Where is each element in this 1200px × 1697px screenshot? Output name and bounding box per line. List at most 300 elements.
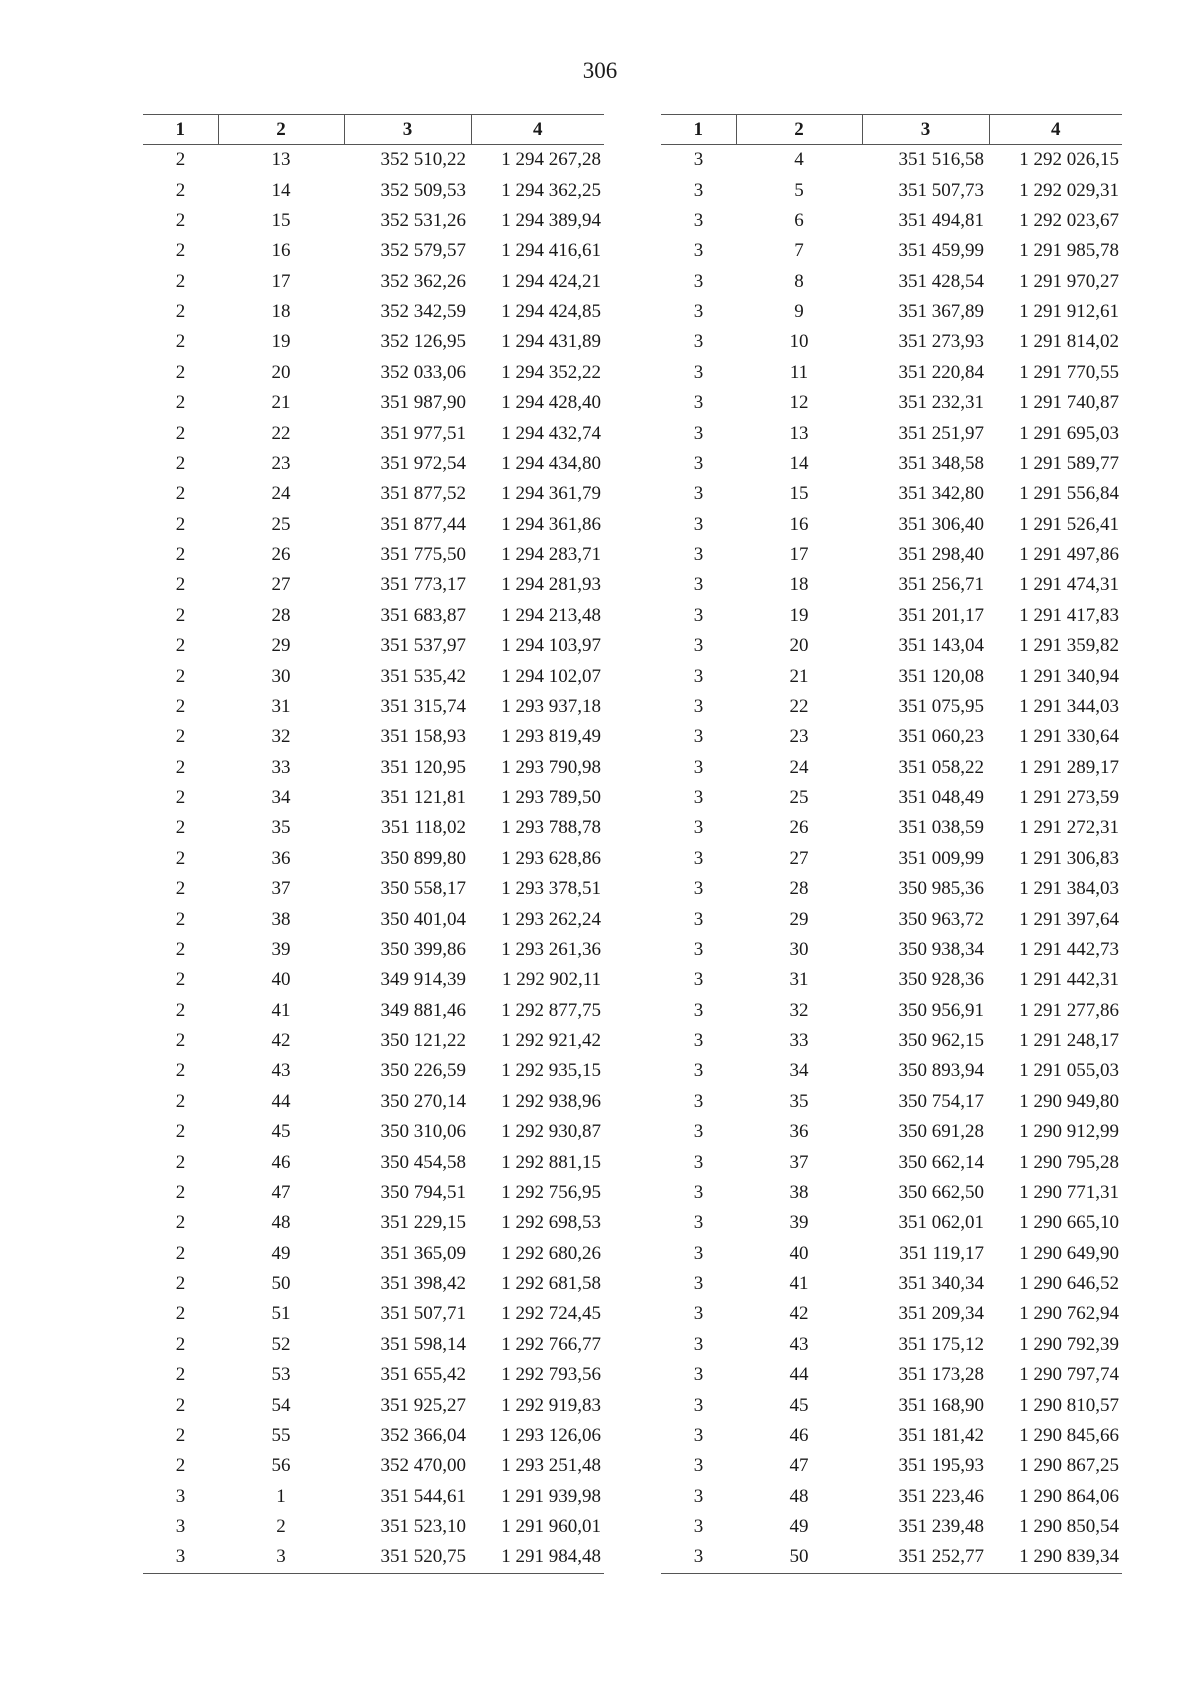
contour-number-cell: 2 [175, 1273, 186, 1295]
y-coordinate-cell: 1 290 912,99 [1019, 1121, 1119, 1143]
table-row [143, 418, 604, 448]
y-coordinate-cell: 1 291 442,31 [1019, 969, 1119, 991]
contour-number-cell: 3 [693, 787, 704, 809]
contour-number-cell: 2 [175, 483, 186, 505]
table-row [661, 1330, 1122, 1360]
table-row [143, 692, 604, 722]
y-coordinate-cell: 1 290 949,80 [1019, 1090, 1119, 1112]
x-coordinate-cell: 350 956,91 [898, 999, 984, 1021]
column-header: 4 [471, 115, 604, 145]
table-row [661, 1178, 1122, 1208]
x-coordinate-cell: 351 252,77 [862, 1542, 989, 1573]
contour-number-cell: 2 [175, 331, 186, 353]
column-header: 1 [143, 115, 218, 145]
point-number-cell: 16 [789, 513, 809, 535]
x-coordinate-cell: 351 048,49 [898, 787, 984, 809]
contour-number-cell: 3 [693, 604, 704, 626]
point-number-cell: 27 [789, 847, 809, 869]
contour-number-cell: 2 [175, 999, 186, 1021]
point-number-cell: 24 [271, 483, 291, 505]
point-number-cell: 25 [789, 787, 809, 809]
contour-number-cell: 3 [693, 574, 704, 596]
x-coordinate-cell: 350 399,86 [380, 938, 466, 960]
table-row [143, 813, 604, 843]
table-row [661, 1421, 1122, 1451]
x-coordinate-cell: 351 398,42 [380, 1273, 466, 1295]
y-coordinate-cell: 1 292 930,87 [501, 1121, 601, 1143]
table-row [143, 1360, 604, 1390]
table-row [143, 904, 604, 934]
point-number-cell: 55 [271, 1424, 291, 1446]
y-coordinate-cell: 1 294 281,93 [501, 574, 601, 596]
table-row [661, 175, 1122, 205]
x-coordinate-cell: 351 507,73 [898, 179, 984, 201]
point-number-cell: 1 [276, 1485, 286, 1507]
x-coordinate-cell: 352 342,59 [380, 301, 466, 323]
y-coordinate-cell: 1 290 810,57 [1019, 1394, 1119, 1416]
table-body-right [661, 145, 1122, 1574]
x-coordinate-cell: 351 195,93 [898, 1455, 984, 1477]
y-coordinate-cell: 1 294 434,80 [501, 452, 601, 474]
x-coordinate-cell: 351 251,97 [898, 422, 984, 444]
y-coordinate-cell: 1 293 788,78 [501, 817, 601, 839]
contour-number-cell: 2 [175, 726, 186, 748]
point-number-cell: 46 [271, 1151, 291, 1173]
x-coordinate-cell: 351 925,27 [380, 1394, 466, 1416]
table-row [661, 267, 1122, 297]
x-coordinate-cell: 351 143,04 [898, 635, 984, 657]
table-row [143, 1208, 604, 1238]
table-row [661, 935, 1122, 965]
point-number-cell: 33 [271, 756, 291, 778]
table-row [143, 297, 604, 327]
table-body-left [143, 145, 604, 1574]
x-coordinate-cell: 351 306,40 [898, 513, 984, 535]
x-coordinate-cell: 351 181,42 [898, 1424, 984, 1446]
y-coordinate-cell: 1 290 762,94 [1019, 1303, 1119, 1325]
point-number-cell: 12 [789, 392, 809, 414]
y-coordinate-cell: 1 294 361,79 [501, 483, 601, 505]
x-coordinate-cell: 351 775,50 [380, 544, 466, 566]
table-row [661, 1056, 1122, 1086]
y-coordinate-cell: 1 290 771,31 [1019, 1181, 1119, 1203]
x-coordinate-cell: 351 232,31 [898, 392, 984, 414]
y-coordinate-cell: 1 293 378,51 [501, 878, 601, 900]
x-coordinate-cell: 351 494,81 [898, 209, 984, 231]
x-coordinate-cell: 351 058,22 [898, 756, 984, 778]
table-row [661, 1512, 1122, 1542]
contour-number-cell: 2 [175, 969, 186, 991]
point-number-cell: 23 [271, 452, 291, 474]
point-number-cell: 42 [789, 1303, 809, 1325]
table-row [143, 358, 604, 388]
point-number-cell: 34 [789, 1060, 809, 1082]
point-number-cell: 39 [789, 1212, 809, 1234]
table-row [143, 965, 604, 995]
contour-number-cell: 3 [693, 1485, 704, 1507]
table-row [143, 1390, 604, 1420]
y-coordinate-cell: 1 290 792,39 [1019, 1333, 1119, 1355]
x-coordinate-cell: 351 507,71 [380, 1303, 466, 1325]
table-row [143, 145, 604, 176]
contour-number-cell: 3 [143, 1542, 218, 1573]
y-coordinate-cell: 1 291 359,82 [1019, 635, 1119, 657]
point-number-cell: 49 [789, 1516, 809, 1538]
point-number-cell: 47 [789, 1455, 809, 1477]
x-coordinate-cell: 351 120,95 [380, 756, 466, 778]
contour-number-cell: 3 [693, 361, 704, 383]
table-row [661, 449, 1122, 479]
contour-number-cell: 2 [175, 1151, 186, 1173]
point-number-cell: 3 [218, 1542, 344, 1573]
contour-number-cell: 3 [693, 635, 704, 657]
table-header-row [661, 115, 1122, 145]
table-row [143, 1239, 604, 1269]
point-number-cell: 41 [789, 1273, 809, 1295]
contour-number-cell: 3 [693, 756, 704, 778]
table-row [661, 327, 1122, 357]
x-coordinate-cell: 351 220,84 [898, 361, 984, 383]
contour-number-cell: 3 [693, 1151, 704, 1173]
table-row [143, 1421, 604, 1451]
table-row [661, 1482, 1122, 1512]
contour-number-cell: 3 [693, 665, 704, 687]
x-coordinate-cell: 350 558,17 [380, 878, 466, 900]
x-coordinate-cell: 350 963,72 [898, 908, 984, 930]
y-coordinate-cell: 1 290 646,52 [1019, 1273, 1119, 1295]
x-coordinate-cell: 351 009,99 [898, 847, 984, 869]
point-number-cell: 23 [789, 726, 809, 748]
y-coordinate-cell: 1 291 344,03 [1019, 695, 1119, 717]
point-number-cell: 22 [271, 422, 291, 444]
column-header: 2 [736, 115, 862, 145]
table-row [661, 1026, 1122, 1056]
point-number-cell: 40 [271, 969, 291, 991]
table-row [661, 145, 1122, 176]
table-row [661, 904, 1122, 934]
point-number-cell: 33 [789, 1030, 809, 1052]
table-row [143, 1178, 604, 1208]
table-row [661, 692, 1122, 722]
y-coordinate-cell: 1 294 428,40 [501, 392, 601, 414]
x-coordinate-cell: 351 655,42 [380, 1364, 466, 1386]
table-row [143, 996, 604, 1026]
x-coordinate-cell: 351 340,34 [898, 1273, 984, 1295]
y-coordinate-cell: 1 294 213,48 [501, 604, 601, 626]
y-coordinate-cell: 1 293 251,48 [501, 1455, 601, 1477]
x-coordinate-cell: 351 120,08 [898, 665, 984, 687]
x-coordinate-cell: 351 523,10 [380, 1516, 466, 1538]
point-number-cell: 42 [271, 1030, 291, 1052]
contour-number-cell: 3 [693, 878, 704, 900]
y-coordinate-cell: 1 294 389,94 [501, 209, 601, 231]
contour-number-cell: 2 [175, 1424, 186, 1446]
point-number-cell: 44 [271, 1090, 291, 1112]
y-coordinate-cell: 1 291 273,59 [1019, 787, 1119, 809]
table-row [661, 1299, 1122, 1329]
x-coordinate-cell: 350 899,80 [380, 847, 466, 869]
point-number-cell: 52 [271, 1333, 291, 1355]
y-coordinate-cell: 1 291 912,61 [1019, 301, 1119, 323]
x-coordinate-cell: 351 060,23 [898, 726, 984, 748]
contour-number-cell: 3 [693, 1181, 704, 1203]
y-coordinate-cell: 1 292 935,15 [501, 1060, 601, 1082]
contour-number-cell: 3 [661, 1542, 736, 1573]
point-number-cell: 48 [271, 1212, 291, 1234]
x-coordinate-cell: 352 531,26 [380, 209, 466, 231]
contour-number-cell: 3 [693, 1242, 704, 1264]
contour-number-cell: 3 [693, 1121, 704, 1143]
contour-number-cell: 3 [175, 1485, 186, 1507]
y-coordinate-cell: 1 291 960,01 [501, 1516, 601, 1538]
point-number-cell: 24 [789, 756, 809, 778]
point-number-cell: 32 [789, 999, 809, 1021]
y-coordinate-cell: 1 291 306,83 [1019, 847, 1119, 869]
y-coordinate-cell: 1 294 424,85 [501, 301, 601, 323]
table-row [143, 1026, 604, 1056]
table-row [143, 267, 604, 297]
point-number-cell: 19 [271, 331, 291, 353]
table-row [143, 327, 604, 357]
y-coordinate-cell: 1 293 262,24 [501, 908, 601, 930]
point-number-cell: 31 [271, 695, 291, 717]
x-coordinate-cell: 351 175,12 [898, 1333, 984, 1355]
y-coordinate-cell: 1 293 261,36 [501, 938, 601, 960]
y-coordinate-cell: 1 291 770,55 [1019, 361, 1119, 383]
point-number-cell: 38 [789, 1181, 809, 1203]
x-coordinate-cell: 350 691,28 [898, 1121, 984, 1143]
x-coordinate-cell: 350 662,14 [898, 1151, 984, 1173]
point-number-cell: 21 [271, 392, 291, 414]
x-coordinate-cell: 351 598,14 [380, 1333, 466, 1355]
point-number-cell: 32 [271, 726, 291, 748]
point-number-cell: 26 [789, 817, 809, 839]
contour-number-cell: 2 [175, 817, 186, 839]
point-number-cell: 29 [271, 635, 291, 657]
x-coordinate-cell: 351 342,80 [898, 483, 984, 505]
point-number-cell: 41 [271, 999, 291, 1021]
x-coordinate-cell: 351 972,54 [380, 452, 466, 474]
x-coordinate-cell: 351 877,52 [380, 483, 466, 505]
point-number-cell: 8 [794, 270, 804, 292]
table-row [661, 661, 1122, 691]
contour-number-cell: 2 [175, 179, 186, 201]
y-coordinate-cell: 1 291 384,03 [1019, 878, 1119, 900]
table-row [661, 358, 1122, 388]
x-coordinate-cell: 351 459,99 [898, 240, 984, 262]
x-coordinate-cell: 351 273,93 [898, 331, 984, 353]
point-number-cell: 29 [789, 908, 809, 930]
contour-number-cell: 3 [693, 544, 704, 566]
y-coordinate-cell: 1 291 340,94 [1019, 665, 1119, 687]
x-coordinate-cell: 352 362,26 [380, 270, 466, 292]
contour-number-cell: 2 [175, 1333, 186, 1355]
contour-number-cell: 3 [693, 513, 704, 535]
x-coordinate-cell: 349 881,46 [380, 999, 466, 1021]
contour-number-cell: 2 [175, 1364, 186, 1386]
table-row [661, 601, 1122, 631]
contour-number-cell: 2 [175, 1181, 186, 1203]
contour-number-cell: 2 [175, 635, 186, 657]
coordinates-table-right [661, 114, 1122, 1574]
x-coordinate-cell: 351 229,15 [380, 1212, 466, 1234]
x-coordinate-cell: 352 126,95 [380, 331, 466, 353]
table-row [143, 874, 604, 904]
point-number-cell: 17 [271, 270, 291, 292]
column-header: 2 [218, 115, 344, 145]
y-coordinate-cell: 1 294 432,74 [501, 422, 601, 444]
y-coordinate-cell: 1 293 790,98 [501, 756, 601, 778]
x-coordinate-cell: 351 367,89 [898, 301, 984, 323]
y-coordinate-cell: 1 292 023,67 [1019, 209, 1119, 231]
point-number-cell: 30 [789, 938, 809, 960]
point-number-cell: 18 [271, 301, 291, 323]
y-coordinate-cell: 1 291 984,48 [471, 1542, 604, 1573]
table-row [143, 722, 604, 752]
y-coordinate-cell: 1 292 029,31 [1019, 179, 1119, 201]
x-coordinate-cell: 351 168,90 [898, 1394, 984, 1416]
table-row [661, 753, 1122, 783]
point-number-cell: 53 [271, 1364, 291, 1386]
contour-number-cell: 2 [175, 240, 186, 262]
contour-number-cell: 2 [175, 1394, 186, 1416]
contour-number-cell: 3 [693, 1030, 704, 1052]
table-row [661, 1239, 1122, 1269]
x-coordinate-cell: 352 579,57 [380, 240, 466, 262]
table-row [661, 1451, 1122, 1481]
x-coordinate-cell: 349 914,39 [380, 969, 466, 991]
y-coordinate-cell: 1 292 881,15 [501, 1151, 601, 1173]
table-header-row [143, 115, 604, 145]
point-number-cell: 11 [789, 361, 809, 383]
contour-number-cell: 2 [175, 787, 186, 809]
x-coordinate-cell: 352 033,06 [380, 361, 466, 383]
point-number-cell: 35 [271, 817, 291, 839]
contour-number-cell: 3 [693, 149, 704, 171]
point-number-cell: 46 [789, 1424, 809, 1446]
table-row [143, 479, 604, 509]
table-row [143, 1056, 604, 1086]
table-row [143, 1087, 604, 1117]
contour-number-cell: 3 [693, 1273, 704, 1295]
contour-number-cell: 3 [693, 1455, 704, 1477]
table-row [143, 449, 604, 479]
table-row [661, 1542, 1122, 1573]
contour-number-cell: 3 [175, 1516, 186, 1538]
x-coordinate-cell: 350 754,17 [898, 1090, 984, 1112]
y-coordinate-cell: 1 291 330,64 [1019, 726, 1119, 748]
x-coordinate-cell: 352 366,04 [380, 1424, 466, 1446]
point-number-cell: 16 [271, 240, 291, 262]
contour-number-cell: 2 [175, 1090, 186, 1112]
contour-number-cell: 2 [175, 513, 186, 535]
table-row [143, 1451, 604, 1481]
y-coordinate-cell: 1 293 789,50 [501, 787, 601, 809]
contour-number-cell: 3 [693, 1090, 704, 1112]
contour-number-cell: 2 [175, 1303, 186, 1325]
point-number-cell: 25 [271, 513, 291, 535]
x-coordinate-cell: 350 226,59 [380, 1060, 466, 1082]
x-coordinate-cell: 350 794,51 [380, 1181, 466, 1203]
y-coordinate-cell: 1 291 556,84 [1019, 483, 1119, 505]
y-coordinate-cell: 1 290 864,06 [1019, 1485, 1119, 1507]
contour-number-cell: 3 [693, 1212, 704, 1234]
contour-number-cell: 3 [693, 452, 704, 474]
contour-number-cell: 3 [693, 726, 704, 748]
point-number-cell: 15 [271, 209, 291, 231]
table-row [143, 206, 604, 236]
contour-number-cell: 2 [175, 665, 186, 687]
x-coordinate-cell: 350 928,36 [898, 969, 984, 991]
y-coordinate-cell: 1 292 756,95 [501, 1181, 601, 1203]
x-coordinate-cell: 350 938,34 [898, 938, 984, 960]
point-number-cell: 37 [271, 878, 291, 900]
table-row [661, 1087, 1122, 1117]
x-coordinate-cell: 351 121,81 [380, 787, 466, 809]
contour-number-cell: 2 [175, 847, 186, 869]
contour-number-cell: 2 [175, 756, 186, 778]
point-number-cell: 18 [789, 574, 809, 596]
table-row [143, 175, 604, 205]
y-coordinate-cell: 1 293 819,49 [501, 726, 601, 748]
y-coordinate-cell: 1 294 283,71 [501, 544, 601, 566]
x-coordinate-cell: 352 509,53 [380, 179, 466, 201]
contour-number-cell: 3 [693, 392, 704, 414]
table-row [143, 1147, 604, 1177]
contour-number-cell: 3 [693, 483, 704, 505]
x-coordinate-cell: 351 173,28 [898, 1364, 984, 1386]
contour-number-cell: 2 [175, 1060, 186, 1082]
y-coordinate-cell: 1 291 589,77 [1019, 452, 1119, 474]
y-coordinate-cell: 1 291 740,87 [1019, 392, 1119, 414]
table-row [143, 540, 604, 570]
coordinates-table-left [143, 114, 604, 1574]
table-row [661, 1390, 1122, 1420]
point-number-cell: 44 [789, 1364, 809, 1386]
point-number-cell: 47 [271, 1181, 291, 1203]
table-row [143, 1482, 604, 1512]
x-coordinate-cell: 351 877,44 [380, 513, 466, 535]
contour-number-cell: 3 [693, 1364, 704, 1386]
point-number-cell: 43 [789, 1333, 809, 1355]
y-coordinate-cell: 1 291 272,31 [1019, 817, 1119, 839]
contour-number-cell: 3 [693, 1303, 704, 1325]
point-number-cell: 48 [789, 1485, 809, 1507]
point-number-cell: 9 [794, 301, 804, 323]
contour-number-cell: 3 [693, 695, 704, 717]
y-coordinate-cell: 1 294 102,07 [501, 665, 601, 687]
y-coordinate-cell: 1 291 277,86 [1019, 999, 1119, 1021]
y-coordinate-cell: 1 293 126,06 [501, 1424, 601, 1446]
x-coordinate-cell: 351 537,97 [380, 635, 466, 657]
point-number-cell: 43 [271, 1060, 291, 1082]
x-coordinate-cell: 351 256,71 [898, 574, 984, 596]
contour-number-cell: 3 [693, 1333, 704, 1355]
point-number-cell: 50 [271, 1273, 291, 1295]
y-coordinate-cell: 1 294 361,86 [501, 513, 601, 535]
table-row [143, 601, 604, 631]
contour-number-cell: 2 [175, 1212, 186, 1234]
point-number-cell: 14 [271, 179, 291, 201]
contour-number-cell: 2 [175, 1121, 186, 1143]
contour-number-cell: 2 [175, 452, 186, 474]
x-coordinate-cell: 351 365,09 [380, 1242, 466, 1264]
y-coordinate-cell: 1 292 026,15 [1019, 149, 1119, 171]
y-coordinate-cell: 1 291 248,17 [1019, 1030, 1119, 1052]
y-coordinate-cell: 1 291 474,31 [1019, 574, 1119, 596]
table-row [143, 1512, 604, 1542]
table-row [661, 479, 1122, 509]
